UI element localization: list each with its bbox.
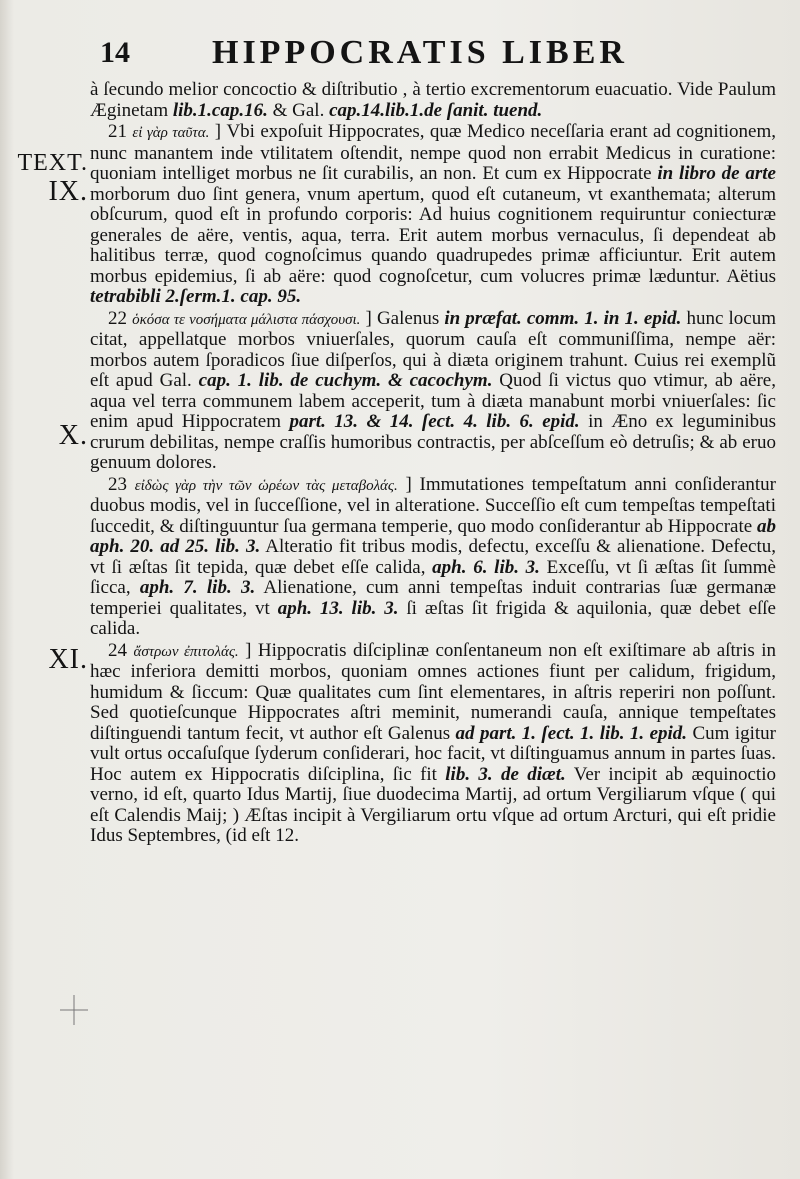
continued-paragraph (90, 80, 776, 121)
paragraph-text: Alteratio fit tribus modis, defectu, exceſſu & alienatione. Defectu, vt ſi æſtas ſit tepida, quæ debet eſſe calida, (90, 536, 776, 578)
paragraph-text: 22 (108, 307, 133, 329)
paragraph-text: Exceſſu, vt ſi æſtas ſit ſummè ſicca, (90, 556, 776, 598)
paragraph-text: 23 (108, 473, 135, 495)
paragraph-text: 21 (108, 121, 133, 142)
margin-column (0, 0, 90, 1179)
paragraph-text: ] Immutationes tempeſtatum anni conſiderantur duobus modis, vel in ſucceſſione, vel in alteratione. Succeſſio eſt cum tempeſtas tempeſtati ſuccedit, & diſtinguuntur ſua germana temperie, quo modo conſiderantur ab Hippocrate (90, 473, 777, 537)
margin-label-ix: IX. (48, 176, 88, 207)
paragraph-text: Ver incipit ab æquinoctio verno, id eſt, quarto Idus Martij, ſiue duodecima Martij, ad ortum Vergiliarum vſque ( qui eſt Calendis Maij; ) Æſtas incipit à Vergiliarum ortu vſque ad ortum Arcturi, qui eſt pridie Idus Septembres, (id eſt 12. (90, 763, 776, 846)
citation-reference: aph. 6. lib. 3. (432, 556, 540, 578)
citation-reference: tetrabibli 2.ſerm.1. cap. 95. (90, 286, 302, 307)
paragraph-text: à ſecundo melior concoctio & diſtributio , à tertio excrementorum euacuatio. Vide Paulum Æginetam (90, 79, 776, 121)
paragraph-text: & Gal. (267, 99, 330, 121)
commentary-paragraph (90, 641, 776, 847)
greek-lemma: εἰ γὰρ ταῦτα. (132, 125, 210, 141)
commentary-paragraph (90, 309, 776, 474)
paragraph-text: ] Galenus (360, 307, 445, 329)
paragraph-text: ſi æſtas ſit frigida & aquilonia, quæ debet eſſe calida. (90, 597, 776, 639)
paragraph-text: Quod ſi victus quo vtimur, ab aëre, aqua vel terra communem labem acceperit, tum à diæta manabunt morbi vniuerſales: ſic enim apud Hippocratem (90, 370, 776, 432)
body-text (90, 80, 776, 847)
paragraph-text: hunc locum citat, appellatque morbos vniuerſales, quorum cauſa eſt communiſſima, nempe aër: morbos autem ſporadicos ſiue diſperſos, qui à diæta originem trahunt. Cuius rei exemplũ eſt apud Gal. (90, 307, 776, 391)
citation-reference: ab aph. 20. ad 25. lib. 3. (90, 515, 776, 557)
citation-reference: part. 13. & 14. ſect. 4. lib. 6. epid. (289, 411, 580, 432)
greek-lemma: εἰδὼς γὰρ τὴν τῶν ὡρέων τὰς μεταβολάς. (134, 477, 398, 494)
paragraph-text: morborum duo ſint genera, vnum apertum, quod eſt cutaneum, vt exanthemata; alterum obſcurum, quod eſt in profundo corporis: Ad huius cognitionem requiruntur coniecturæ generales de aëre, ventis, aqua, terra. Erit autem morbus vernaculus, ſi dependeat ab halitibus terræ, quod cognoſcimus quando quadrupedes primæ afficiuntur. Erit autem morbus epidemius, ſi ab aëre: quod cognoſcetur, cum volucres primæ læduntur. Aëtius (90, 183, 776, 287)
paragraph-text: 24 (108, 639, 134, 661)
citation-reference: cap. 1. lib. de cuchym. & cacochym. (198, 370, 493, 391)
page-number: 14 (100, 36, 130, 69)
citation-reference: in præfat. comm. 1. in 1. epid. (444, 307, 682, 329)
page-header (92, 34, 772, 74)
paragraph-text: in Æno ex leguminibus crurum debilitas, nempe craſſis humoribus contractis, per abſceſſum eò detruſis; & ab eruo genuum dolores. (90, 411, 776, 473)
paragraph-text: Alienatione, cum anni tempeſtas induit contrarias ſuæ germanæ temperiei qualitates, vt (90, 577, 777, 619)
running-title: HIPPOCRATIS LIBER (212, 34, 628, 71)
citation-reference: cap.14.lib.1.de ſanit. tuend. (329, 99, 543, 121)
citation-reference: lib. 3. de diæt. (445, 763, 566, 785)
margin-label-x: X. (58, 420, 88, 451)
citation-reference: lib.1.cap.16. (172, 99, 268, 121)
margin-label-text: TEXT. (17, 150, 88, 176)
margin-label-xi: XI. (48, 644, 88, 675)
commentary-paragraph (90, 122, 776, 308)
citation-reference: in libro de arte (657, 163, 776, 184)
paragraph-text: ] Vbi expoſuit Hippocrates, quæ Medico neceſſaria erant ad cognitionem, nunc manantem inde vtilitatem oſtendit, nempe quod non errabit Medicus in curatione: quoniam intelliget morbus ne ſit curabilis, an non. Et cum ex Hippocrate (90, 121, 777, 184)
paragraph-text: ] Hippocratis diſciplinæ conſentaneum non eſt exiſtimare ab aſtris in hæc inferiora demitti morbos, quoniam omnes actiones fiunt per calidum, frigidum, humidum & ſiccum: Quæ qualitates cum ſint elementares, in aſtris reperiri non poſſunt. Sed quotieſcunque Hippocrates aſtri meminit, numerandi cauſa, annique tempeſtates diſtinguendi tantum fecit, vt author eſt Galenus (90, 639, 776, 744)
greek-lemma: ἄστρων ἐπιτολάς. (133, 643, 239, 660)
citation-reference: aph. 7. lib. 3. (139, 577, 256, 598)
citation-reference: ad part. 1. ſect. 1. lib. 1. epid. (455, 722, 688, 744)
greek-lemma: ὁκόσα τε νοσήματα μάλιστα πάσχουσι. (132, 311, 361, 328)
paragraph-text: Cum igitur vult ortus occaſuſque ſyderum conſiderari, hoc facit, vt diſtinguamus annum in partes ſuas. Hoc autem ex Hippocratis diſciplina, ſic fit (90, 722, 776, 785)
margin-cross-mark (58, 993, 90, 1027)
commentary-paragraph (90, 475, 776, 640)
citation-reference: aph. 13. lib. 3. (277, 597, 399, 619)
